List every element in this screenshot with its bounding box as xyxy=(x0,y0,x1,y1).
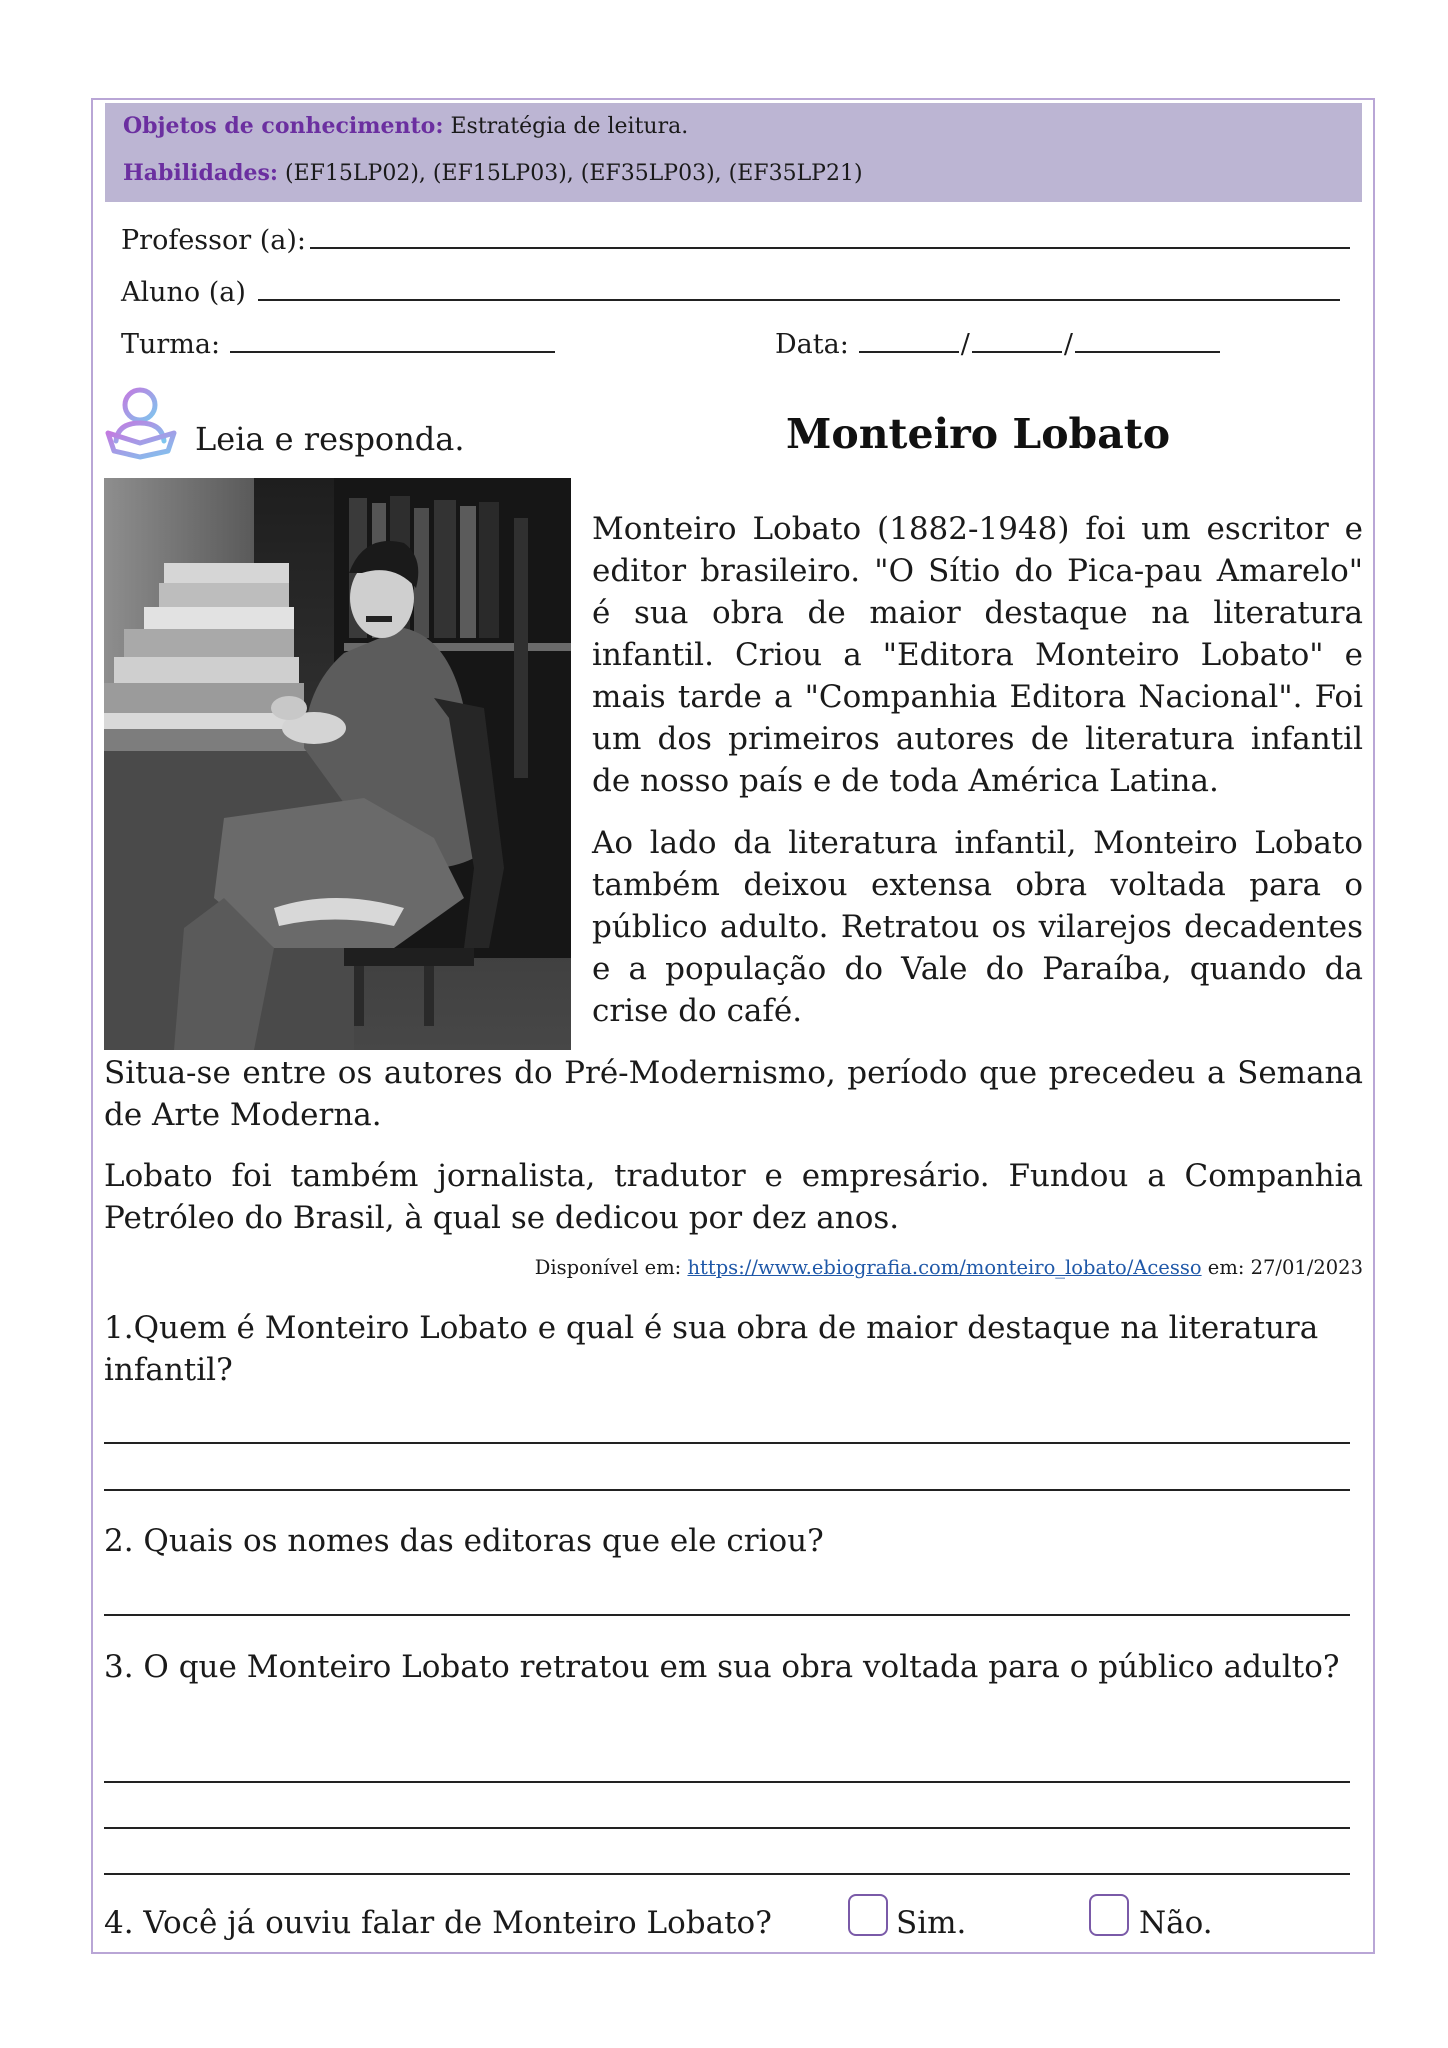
date-month-line[interactable] xyxy=(972,329,1062,353)
header-band xyxy=(105,103,1362,202)
skills-line xyxy=(123,160,863,186)
paragraph-4: Lobato foi também jornalista, tradutor e empresário. Fundou a Companhia Petróleo do Brasil, à qual se dedicou por dez anos. xyxy=(104,1158,1363,1236)
paragraph-3: Situa-se entre os autores do Pré-Modernismo, período que precedeu a Semana de Arte Moderna. xyxy=(104,1055,1363,1133)
no-label: Não. xyxy=(1139,1905,1213,1941)
professor-label: Professor (a): xyxy=(121,225,307,256)
source-suffix: em: 27/01/2023 xyxy=(1207,1256,1363,1279)
objects-line xyxy=(123,113,688,139)
question-3: 3. O que Monteiro Lobato retratou em sua obra voltada para o público adulto? xyxy=(104,1649,1340,1685)
answer-line-3c[interactable] xyxy=(104,1873,1350,1875)
turma-input-line[interactable] xyxy=(230,329,555,353)
objects-value: Estratégia de leitura. xyxy=(450,114,689,139)
no-checkbox[interactable] xyxy=(1089,1894,1129,1936)
yes-label: Sim. xyxy=(896,1905,967,1941)
paragraph-2: Ao lado da literatura infantil, Monteiro Lobato também deixou extensa obra voltada para o público adulto. Retratou os vilarejos decadentes e a população do Vale do Paraíba, quando da crise do café. xyxy=(592,825,1363,1029)
date-label: Data: xyxy=(775,329,849,360)
answer-line-3a[interactable] xyxy=(104,1781,1350,1783)
skills-value: (EF15LP02), (EF15LP03), (EF35LP03), (EF35LP21) xyxy=(285,161,863,186)
date-separator-1: / xyxy=(960,329,970,360)
aluno-input-line[interactable] xyxy=(258,277,1340,301)
objects-label: Objetos de conhecimento: xyxy=(123,113,444,139)
skills-label: Habilidades: xyxy=(123,160,279,186)
source-citation xyxy=(437,1256,1363,1279)
reading-person-icon xyxy=(104,385,180,461)
date-day-line[interactable] xyxy=(859,329,959,353)
monteiro-lobato-photo xyxy=(104,478,571,1050)
yes-checkbox[interactable] xyxy=(848,1894,888,1936)
answer-line-1a[interactable] xyxy=(104,1442,1350,1444)
turma-field xyxy=(121,329,555,360)
source-prefix: Disponível em: xyxy=(534,1256,682,1279)
aluno-field xyxy=(121,277,1340,308)
question-4: 4. Você já ouviu falar de Monteiro Lobato? xyxy=(104,1905,772,1941)
instruction: Leia e responda. xyxy=(195,420,465,458)
date-separator-2: / xyxy=(1063,329,1074,360)
answer-line-1b[interactable] xyxy=(104,1489,1350,1491)
source-link[interactable]: https://www.ebiografia.com/monteiro_lobato/Acesso xyxy=(687,1256,1202,1279)
paragraph-1: Monteiro Lobato (1882-1948) foi um escritor e editor brasileiro. "O Sítio do Pica-pau Amarelo" é sua obra de maior destaque na literatura infantil. Criou a "Editora Monteiro Lobato" e mais tarde a "Companhia Editora Nacional". Foi um dos primeiros autores de literatura infantil de nosso país e de toda América Latina. xyxy=(592,511,1363,799)
professor-input-line[interactable] xyxy=(310,225,1350,249)
question-2: 2. Quais os nomes das editoras que ele criou? xyxy=(104,1523,824,1559)
aluno-label: Aluno (a) xyxy=(121,277,246,308)
answer-line-3b[interactable] xyxy=(104,1827,1350,1829)
professor-field xyxy=(121,225,1350,256)
turma-label: Turma: xyxy=(121,329,221,360)
answer-line-2a[interactable] xyxy=(104,1614,1350,1616)
question-1: 1.Quem é Monteiro Lobato e qual é sua obra de maior destaque na literatura infantil? xyxy=(104,1310,1319,1388)
date-year-line[interactable] xyxy=(1075,329,1220,353)
date-field xyxy=(775,329,1220,360)
page-title: Monteiro Lobato xyxy=(786,410,1171,458)
